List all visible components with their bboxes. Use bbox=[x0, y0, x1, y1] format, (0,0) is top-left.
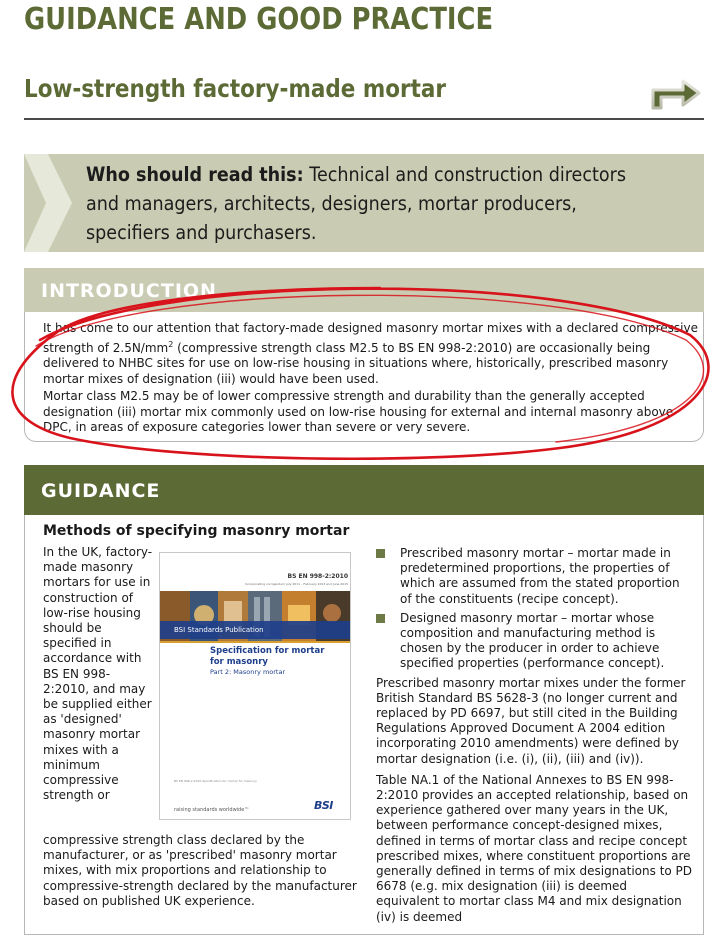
bullet-prescribed-text: Prescribed masonry mortar – mortar made in predetermined proportions, the properties of which are assumed from the stated proportion of the constituents (recipe concept). bbox=[400, 546, 680, 606]
cover-tagline: raising standards worldwide™ bbox=[174, 807, 250, 813]
standard-cover-image[interactable] bbox=[159, 552, 351, 820]
introduction-paragraph-1 bbox=[43, 321, 703, 387]
next-arrow-icon[interactable] bbox=[647, 76, 703, 112]
audience-label: Who should read this: bbox=[86, 163, 304, 186]
cover-title-line-2: for masonry bbox=[210, 657, 268, 667]
guidance-paragraph-1: Prescribed masonry mortar mixes under the former British Standard BS 5628-3 (no longer current and replaced by PD 6697, but still cited in the Building Regulations Approved Document A 2004 edition incorporating 2010 amendments) were defined by mortar designation (i.e. (i), (ii), (iii) and (iv)). bbox=[376, 675, 686, 766]
bullet-prescribed bbox=[376, 546, 694, 607]
guidance-intro-wide: compressive strength class declared by the manufacturer, or as 'prescribed' masonry mortar mixes, with mix proportions and relationship to compressive-strength declared by the manufacturer based on published UK experience. bbox=[43, 833, 357, 908]
bullet-designed bbox=[376, 611, 694, 672]
guidance-title: GUIDANCE bbox=[41, 480, 161, 502]
introduction-paragraph-2: Mortar class M2.5 may be of lower compressive strength and durability than the generally accepted designation (iii) mortar mix commonly used on low-rise housing for external and internal masonry above DPC, in areas of exposure categories lower than severe or very severe. bbox=[43, 389, 674, 434]
bullet-designed-text: Designed masonry mortar – mortar whose composition and manufacturing method is chosen by the producer in order to achieve specified properties (performance concept). bbox=[400, 610, 665, 671]
cover-small-print: Incorporating corrigendum July 2011 – February 2013 and June 2015 bbox=[244, 582, 348, 586]
cover-stripe bbox=[160, 641, 350, 643]
methods-heading: Methods of specifying masonry mortar bbox=[43, 523, 350, 539]
guidance-intro-narrow: In the UK, factory-made masonry mortars for use in construction of low-rise housing should be specified in accordance with BS EN 998-2:2010, and may be supplied either as 'designed' masonry mortar mixes with a minimum compressive strength or bbox=[43, 545, 153, 803]
cover-title-line-1: Specification for mortar bbox=[210, 646, 325, 656]
header-divider bbox=[24, 118, 704, 120]
intro-p1-text-a: It has come to our attention that factory-made designed masonry mortar mixes with a declared compressive strength of 2.5N/mm bbox=[43, 321, 698, 355]
cover-publication: BSI Standards Publication bbox=[174, 626, 264, 634]
bsi-logo: BSI bbox=[314, 799, 333, 812]
guidance-paragraph-2: Table NA.1 of the National Annexes to BS EN 998-2:2010 provides an accepted relationship, based on experience gathered over many years in the UK, between performance concept-designed mixes, defined in terms of mortar class and recipe concept prescribed mixes, where constituent proportions are generally defined in terms of mix designations to PD 6678 (e.g. mix designation (iii) is deemed equivalent to mortar class M4 and mix designation (iv) is deemed bbox=[376, 772, 693, 924]
audience-text bbox=[86, 160, 635, 247]
intro-p1-superscript: 2 bbox=[168, 339, 174, 349]
document-subtitle: Low-strength factory-made mortar bbox=[24, 74, 447, 103]
introduction-title: INTRODUCTION bbox=[41, 280, 217, 302]
cover-part: Part 2: Masonry mortar bbox=[210, 668, 286, 676]
cover-footer-small: BS EN 998-2:2010 Specification for mortar for masonry bbox=[174, 779, 257, 783]
guidance-right-column bbox=[376, 546, 694, 931]
chevron-decoration-icon bbox=[24, 154, 74, 252]
intro-p1-text-b: (compressive strength class M2.5 to BS EN 998-2:2010) are occasionally being delivered to NHBC sites for use on low-rise housing in situations where, historically, prescribed masonry mortar mixes of designation (iii) would have been used. bbox=[43, 340, 669, 386]
bullet-square-icon bbox=[376, 549, 385, 558]
page-title: GUIDANCE AND GOOD PRACTICE bbox=[24, 2, 494, 37]
audience-list: Technical and construction directors and managers, architects, designers, mortar producers, specifiers and purchasers. bbox=[86, 163, 626, 244]
bullet-square-icon bbox=[376, 614, 385, 623]
cover-code: BS EN 998-2:2010 bbox=[287, 573, 348, 580]
